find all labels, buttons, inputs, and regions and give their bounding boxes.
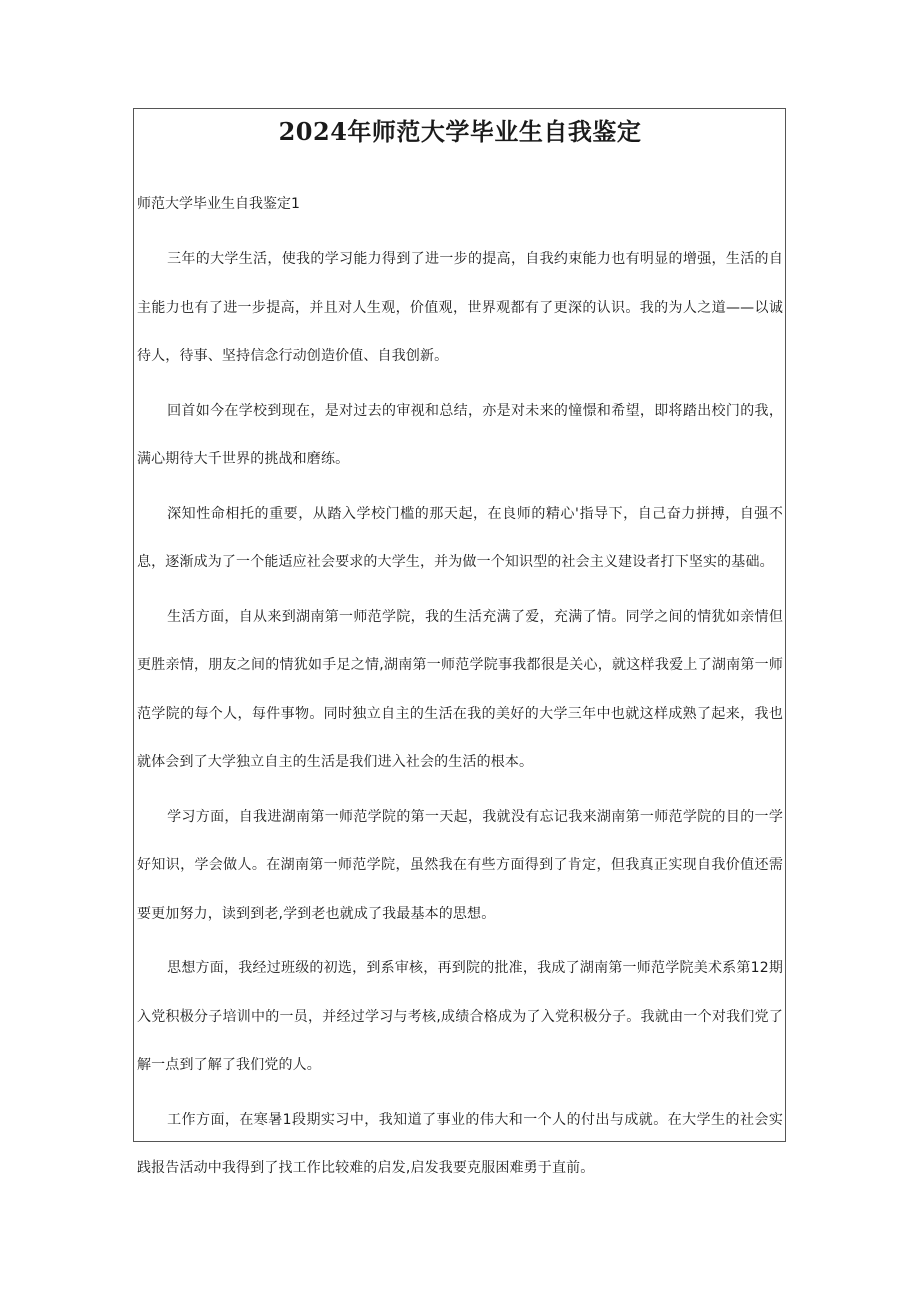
paragraph-review: 回首如今在学校到现在，是对过去的审视和总结，亦是对未来的憧憬和希望，即将踏出校门的我，满心期待大千世界的挑战和磨练。 — [137, 402, 783, 467]
paragraph-intro: 三年的大学生活，使我的学习能力得到了进一步的提高，自我约束能力也有明显的增强，生活的自主能力也有了进一步提高，并且对人生观，价值观，世界观都有了更深的认识。我的为人之道——以诚待人，待事、坚持信念行动创造价值、自我创新。 — [137, 251, 783, 364]
paragraph-thought: 思想方面，我经过班级的初选，到系审核，再到院的批准，我成了湖南第一师范学院美术系第12期入党积极分子培训中的一员，并经过学习与考核,成绩合格成为了入党积极分子。我就由一个对我们党了解一点到了解了我们党的人。 — [137, 960, 783, 1073]
paragraph-life: 生活方面，自从来到湖南第一师范学院，我的生活充满了爱，充满了情。同学之间的情犹如亲情但更胜亲情，朋友之间的情犹如手足之情,湖南第一师范学院事我都很是关心，就这样我爱上了湖南第一师范学院的每个人，每件事物。同时独立自主的生活在我的美好的大学三年中也就这样成熟了起来，我也就体会到了大学独立自主的生活是我们进入社会的生活的根本。 — [137, 608, 783, 770]
paragraph-work: 工作方面，在寒暑1段期实习中，我知道了事业的伟大和一个人的付出与成就。在大学生的社会实践报告活动中我得到了找工作比较难的启发,启发我要克服困难勇于直前。 — [137, 1111, 783, 1176]
paragraph-growth: 深知性命相托的重要，从踏入学校门槛的那天起，在良师的精心'指导下，自己奋力拼搏，自强不息，逐渐成为了一个能适应社会要求的大学生，并为做一个知识型的社会主义建设者打下坚实的基础。 — [137, 505, 783, 570]
document-title: 2024年师范大学毕业生自我鉴定 — [278, 117, 642, 146]
paragraph-study: 学习方面，自我进湖南第一师范学院的第一天起，我就没有忘记我来湖南第一师范学院的目的一学好知识，学会做人。在湖南第一师范学院，虽然我在有些方面得到了肯定，但我真正实现自我价值还需要更加努力，读到到老,学到老也就成了我最基本的思想。 — [137, 808, 783, 922]
section-subtitle: 师范大学毕业生自我鉴定1 — [137, 196, 300, 212]
document-body — [137, 188, 783, 1193]
